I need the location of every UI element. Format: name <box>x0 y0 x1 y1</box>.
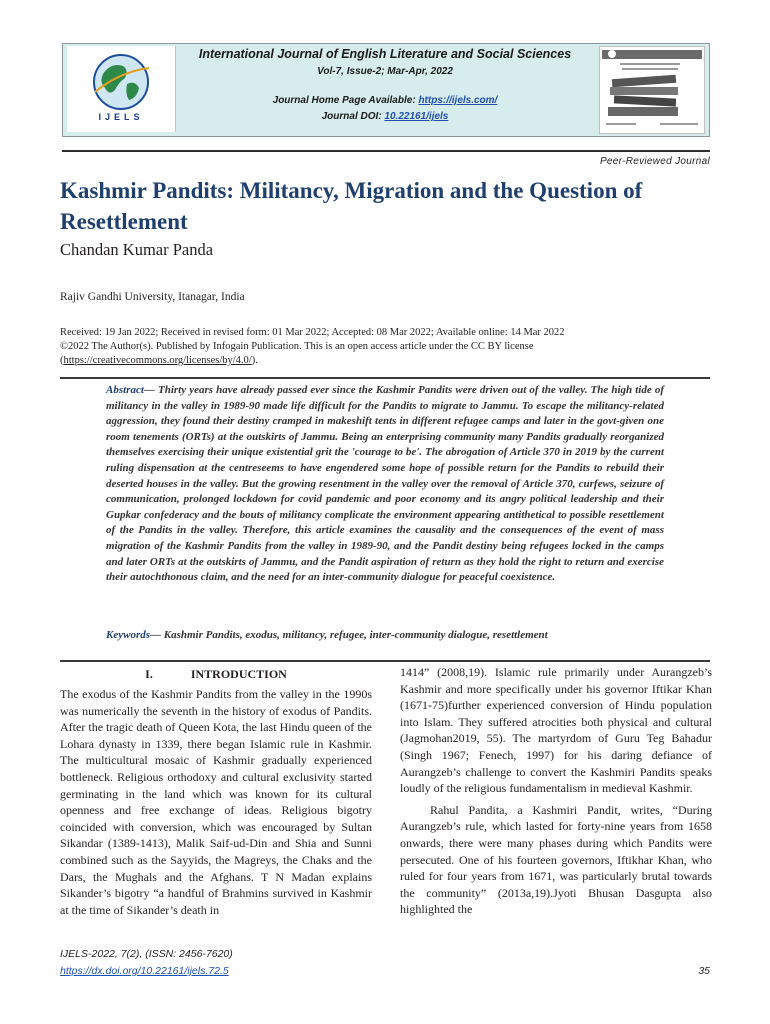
page-number: 35 <box>698 965 710 977</box>
journal-name: International Journal of English Literature and Social Sciences <box>198 47 572 61</box>
home-link[interactable]: https://ijels.com/ <box>418 95 498 106</box>
paragraph: The exodus of the Kashmir Pandits from the valley in the 1990s was numerically the seventh in the history of exodus of Pandits. After the tragic death of Queen Kota, the last Hindu queen of the Lohara dynasty in 1339, there began Islamic rule in Kashmir. The multicultural mosaic of Kashmir gradually experienced bottleneck. Religious orthodoxy and cultural exclusivity started germinating in the land which was known for its cultural openness and free exchange of ideas. Religious bigotry coincided with conversion, which was encouraged by Sultan Sikandar (1389-1413), Malik Saif-ud-Din and Shia and Sunni combined such as the Sayyids, the Magreys, the Chaks and the Dars, the Mughals and the Afghans. T N Madan explains Sikander’s bigotry “a handful of Brahmins survived in Kashmir at the time of Sikander’s death in <box>60 687 372 917</box>
globe-icon <box>89 52 153 112</box>
abstract <box>106 383 664 586</box>
keywords-bottom-rule <box>60 660 710 662</box>
body-column-left <box>60 686 372 923</box>
abstract-top-rule <box>60 377 710 379</box>
journal-volume: Vol-7, Issue-2; Mar-Apr, 2022 <box>317 66 453 77</box>
article-title: Kashmir Pandits: Militancy, Migration and the Question of Resettlement <box>60 178 643 234</box>
keywords-label: Keywords <box>106 629 150 641</box>
license-link[interactable]: https://creativecommons.org/licenses/by/4.0/ <box>63 355 252 366</box>
journal-header <box>62 43 710 137</box>
journal-doi-line <box>179 111 591 122</box>
section-title: INTRODUCTION <box>190 667 287 681</box>
keywords <box>106 629 706 641</box>
paragraph: 1414” (2008,19). Islamic rule primarily under Aurangzeb’s Kashmir and more specifically under his governor Iftikar Khan (1671-75)further experienced conversion of Hindu population into Islam. They suffered atrocities both physical and cultural (Jagmohan2019, 55). The martyrdom of Guru Teg Bahadur (Singh 1967; Fenech, 1997) for his daring defiance of Aurangzeb’s challenge to convert the Kashmiri Pandits speaks loudly of the religious fundamentalism in medieval Kashmir. <box>400 665 712 796</box>
home-label: Journal Home Page Available: <box>272 95 419 106</box>
body-column-right <box>400 664 712 923</box>
journal-cover-image <box>599 46 705 134</box>
doi-label: Journal DOI: <box>321 111 385 122</box>
header-rule <box>62 150 710 152</box>
copyright-line: ©2022 The Author(s). Published by Infogain Publication. This is an open access article under the CC BY license <box>60 341 534 352</box>
section-number: I. <box>145 667 153 681</box>
keywords-text: — Kashmir Pandits, exodus, militancy, refugee, inter-community dialogue, resettlement <box>150 629 548 641</box>
article-dates <box>60 326 710 368</box>
author-affiliation: Rajiv Gandhi University, Itanagar, India <box>60 291 245 303</box>
footer-citation: IJELS-2022, 7(2), (ISSN: 2456-7620) <box>60 948 233 960</box>
abstract-text: — Thirty years have already passed ever since the Kashmir Pandits were driven out of the valley. The high tide of militancy in the valley in 1989-90 made life difficult for the Pandits to migrate to Jammu. To escape the militancy-related aggression, they found their destiny cramped in makeshift tents in different refugee camps and later in the govt-given one room tenements (ORTs) at the outskirts of Jammu. Being an enterprising community many Pandits gradually reorganized themselves exercising their unique existential grit the 'courage to be'. The abrogation of Article 370 in 2019 by the current ruling dispensation at the centreseems to have engendered some hope of possible return for the Pandits to rebuild their deserted houses in the valley. But the growing resentment in the valley over the removal of Article 370, curfews, seizure of communication, prolonged lockdown for covid pandemic and poor economy and its angry political leadership and their Gupkar confederacy and the bouts of militancy complicate the environment appearing antithetical to possible resettlement of the Pandits in the valley. Therefore, this article examines the causality and the consequences of the event of mass migration of the Kashmir Pandits from the valley in 1989-90, and the Pandit destiny being refugees locked in the camps and later ORTs at the outskirts of Jammu, and the Pandit aspiration of return as they hold the right to return and exercise their autochthonous claim, and the need for an inter-community dialogue for peaceful coexistence. <box>106 384 664 584</box>
author-name: Chandan Kumar Panda <box>60 240 214 259</box>
license-line: (https://creativecommons.org/licenses/by/4.0/). <box>60 355 258 366</box>
paragraph: Rahul Pandita, a Kashmiri Pandit, writes, “During Aurangzeb’s rule, which lasted for forty-nine years from 1658 onwards, there were many phases during which Pandits were persecuted. One of his fourteen governors, Iftikhar Khan, who ruled for four years from 1671, was particularly brutal towards the community” (2013a,19).Jyoti Bhusan Dasgupta also highlighted the <box>400 802 712 917</box>
peer-reviewed-label: Peer-Reviewed Journal <box>599 156 710 167</box>
footer-doi-link[interactable]: https://dx.doi.org/10.22161/ijels.72.5 <box>60 965 229 977</box>
received-dates: Received: 19 Jan 2022; Received in revised form: 01 Mar 2022; Accepted: 08 Mar 2022; Available online: 14 Mar 2022 <box>60 327 565 338</box>
journal-logo <box>67 46 176 132</box>
journal-home-line <box>179 95 591 106</box>
doi-link[interactable]: 10.22161/ijels <box>384 111 449 122</box>
logo-text: IJELS <box>98 112 144 122</box>
abstract-label: Abstract <box>106 384 144 396</box>
section-heading <box>60 667 372 682</box>
